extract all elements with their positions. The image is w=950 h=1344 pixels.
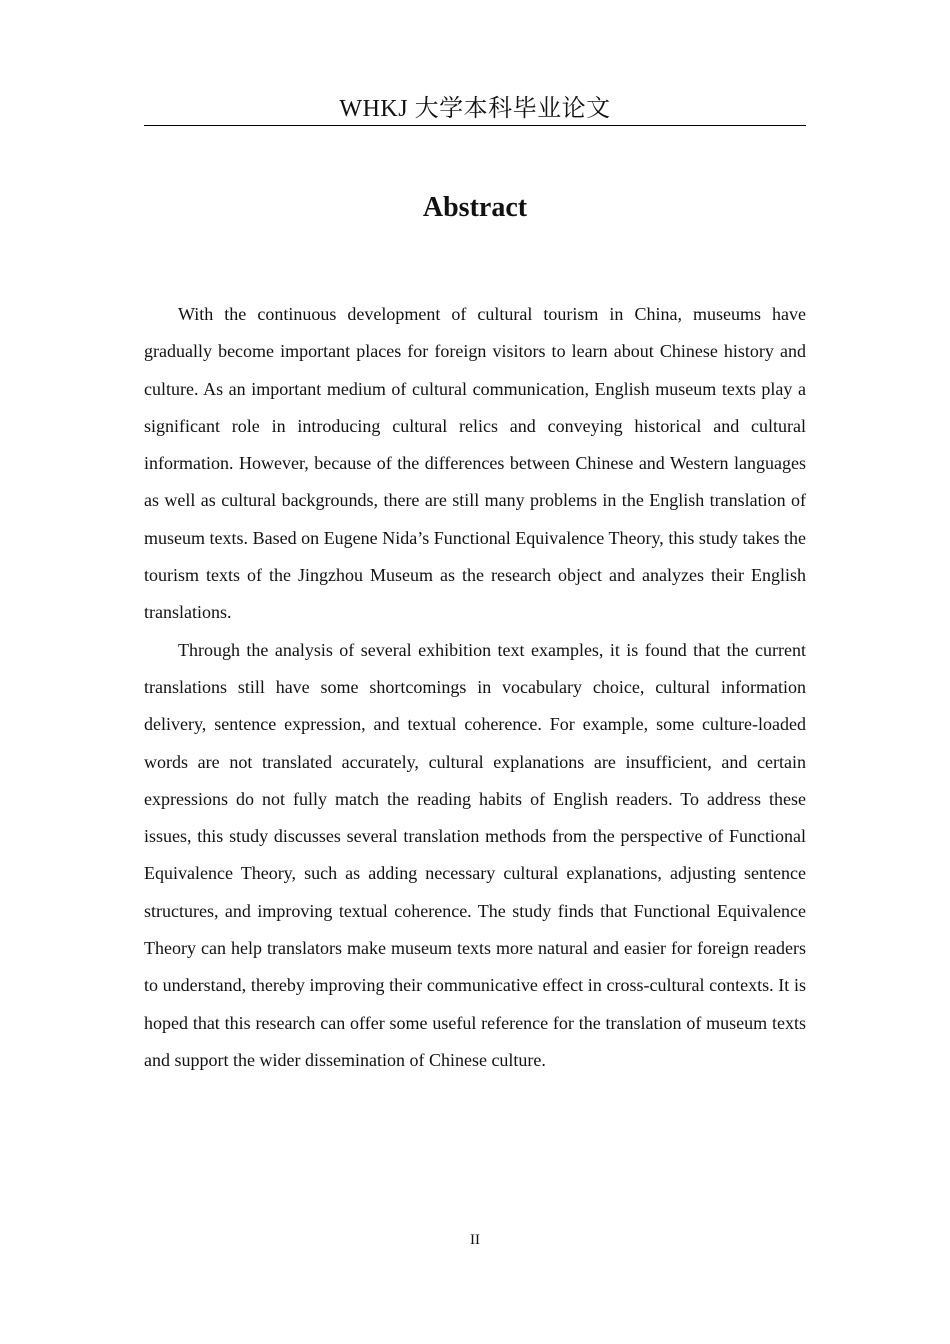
page-title: Abstract (422, 192, 528, 223)
page-header (144, 94, 806, 126)
abstract-paragraph-1: With the continuous development of cultural tourism in China, museums have gradually become important places for foreign visitors to learn about Chinese history and culture. As an important medium of cultural communication, English museum texts play a significant role in introducing cultural relics and conveying historical and cultural information. However, because of the differences between Chinese and Western languages as well as cultural backgrounds, there are still many problems in the English translation of museum texts. Based on Eugene Nida’s Functional Equivalence Theory, this study takes the tourism texts of the Jingzhou Museum as the research object and analyzes their English translations. (144, 304, 806, 623)
abstract-body (144, 296, 806, 1079)
abstract-paragraph-2: Through the analysis of several exhibition text examples, it is found that the current translations still have some shortcomings in vocabulary choice, cultural information delivery, sentence expression, and textual coherence. For example, some culture-loaded words are not translated accurately, cultural explanations are insufficient, and certain expressions do not fully match the reading habits of English readers. To address these issues, this study discusses several translation methods from the perspective of Functional Equivalence Theory, such as adding necessary cultural explanations, adjusting sentence structures, and improving textual coherence. The study finds that Functional Equivalence Theory can help translators make museum texts more natural and easier for foreign readers to understand, thereby improving their communicative effect in cross-cultural contexts. It is hoped that this research can offer some useful reference for the translation of museum texts and support the wider dissemination of Chinese culture. (144, 639, 806, 1070)
header-text: WHKJ 大学本科毕业论文 (339, 96, 611, 122)
page-number: II (470, 1232, 480, 1248)
